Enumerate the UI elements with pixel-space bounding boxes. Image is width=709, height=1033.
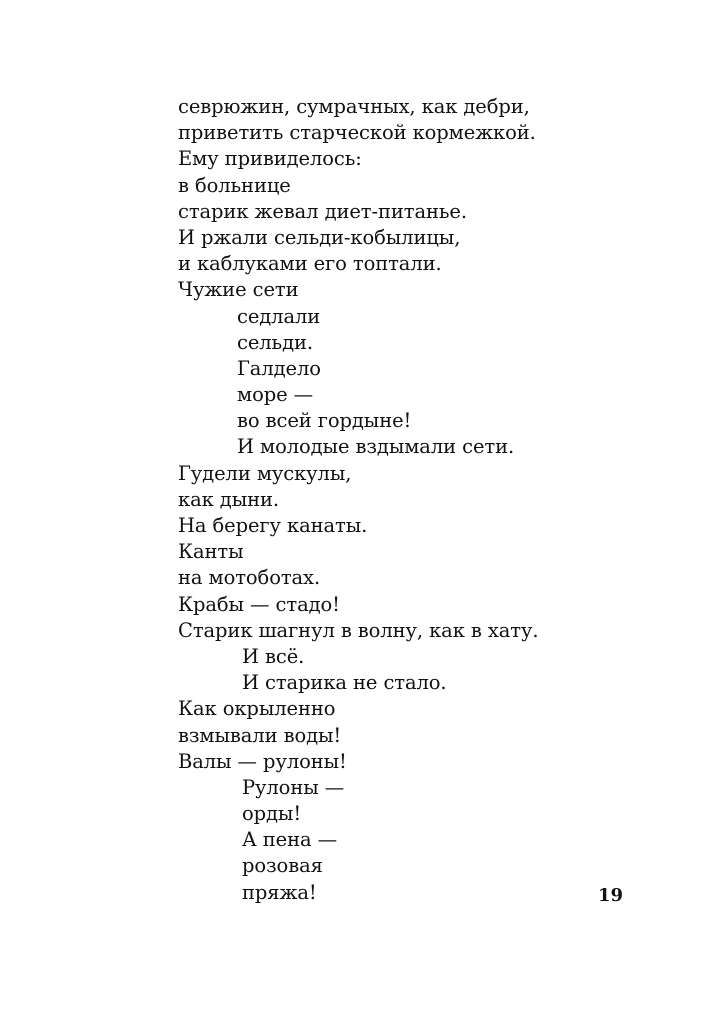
poem-line: и каблуками его топтали. — [178, 252, 442, 276]
poem-line: И ржали сельди-кобылицы, — [178, 225, 461, 249]
poem-line: старик жевал диет-питанье. — [178, 199, 467, 223]
poem-line: Чужие сети — [178, 278, 299, 302]
poem-line: орды! — [242, 802, 302, 826]
poem-line: во всей гордыне! — [237, 409, 412, 433]
poem-line: как дыни. — [178, 487, 280, 511]
poem-text — [178, 94, 598, 906]
poem-line: сельди. — [237, 330, 313, 354]
poem-line: розовая — [242, 854, 323, 878]
poem-line: Гудели мускулы, — [178, 461, 352, 485]
poem-line: седлали — [237, 304, 321, 328]
poem-line: севрюжин, сумрачных, как дебри, — [178, 95, 530, 118]
poem-line: море — — [237, 383, 314, 407]
poem-line: Валы — рулоны! — [178, 749, 347, 773]
poem-line: И всё. — [242, 644, 305, 668]
poem-line: в больнице — [178, 173, 291, 197]
poem-line: взмывали воды! — [178, 723, 342, 747]
poem-line: Крабы — стадо! — [178, 592, 340, 616]
poem-line: На берегу канаты. — [178, 514, 368, 537]
poem-line: на мотоботах. — [178, 566, 321, 590]
poem-line: Как окрыленно — [178, 697, 336, 721]
poem-line: Старик шагнул в волну, как в хату. — [178, 618, 539, 642]
poem-line: И старика не стало. — [242, 671, 447, 695]
poem-line: Рулоны — — [242, 775, 345, 799]
poem-line: И молодые вздымали сети. — [237, 435, 515, 459]
poem-line: А пена — — [242, 828, 338, 852]
poem-line: приветить старческой кормежкой. — [178, 121, 536, 145]
poem-line: Галдело — [237, 356, 321, 380]
poem-line: пряжа! — [242, 880, 317, 904]
page-number: 19 — [598, 885, 624, 906]
poem-line: Канты — [178, 540, 244, 564]
poem-line: Ему привиделось: — [178, 147, 362, 171]
